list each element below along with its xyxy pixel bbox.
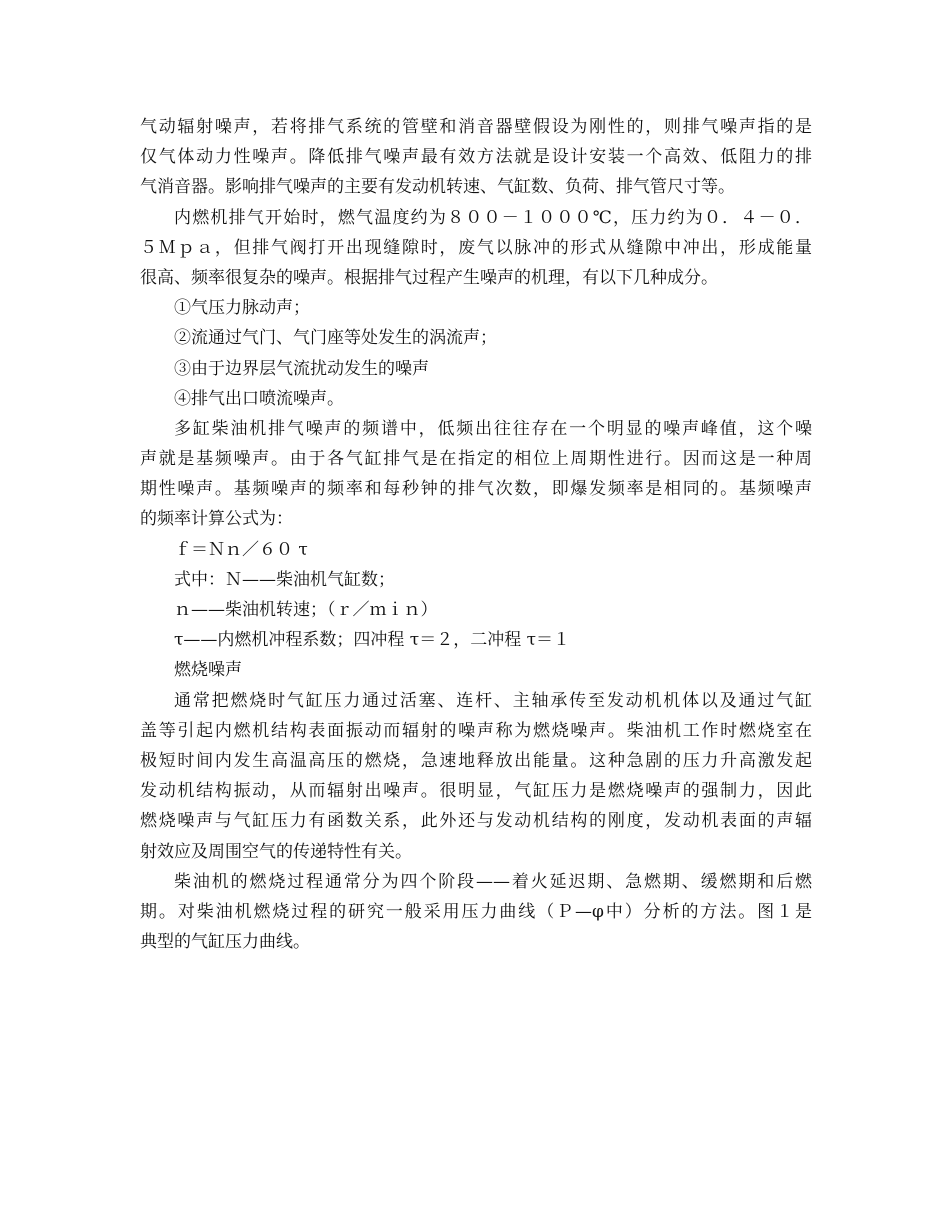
text-line: 燃烧噪声 [174, 660, 242, 681]
body-text [140, 112, 812, 957]
text-line: 发动机结构振动，从而辐射出噪声。很明显，气缸压力是燃烧噪声的强制力，因此 [140, 781, 812, 802]
text-line: ５Ｍｐａ，但排气阀打开出现缝隙时，废气以脉冲的形式从缝隙中冲出，形成能量 [140, 237, 812, 258]
text-line: 很高、频率很复杂的噪声。根据排气过程产生噪声的机理，有以下几种成分。 [140, 267, 718, 288]
text-line: ④排气出口喷流噪声。 [174, 388, 344, 409]
text-line: 多缸柴油机排气噪声的频谱中，低频出往往存在一个明显的噪声峰值，这个噪 [174, 418, 812, 439]
text-line: ①气压力脉动声； [174, 298, 310, 319]
text-line: 气消音器。影响排气噪声的主要有发动机转速、气缸数、负荷、排气管尺寸等。 [140, 177, 735, 198]
text-line: 内燃机排气开始时，燃气温度约为８００－１０００℃，压力约为０．４－０． [174, 207, 812, 228]
text-line: 期。对柴油机燃烧过程的研究一般采用压力曲线（Ｐ—φ中）分析的方法。图１是 [140, 901, 812, 922]
text-line: 极短时间内发生高温高压的燃烧，急速地释放出能量。这种急剧的压力升高激发起 [140, 750, 812, 771]
text-line: 通常把燃烧时气缸压力通过活塞、连杆、主轴承传至发动机机体以及通过气缸 [174, 690, 812, 711]
text-line: 式中：Ｎ——柴油机气缸数； [174, 569, 395, 590]
text-line: 燃烧噪声与气缸压力有函数关系，此外还与发动机结构的刚度，发动机表面的声辐 [140, 811, 812, 832]
text-line: 典型的气缸压力曲线。 [140, 932, 310, 953]
text-line: 仅气体动力性噪声。降低排气噪声最有效方法就是设计安装一个高效、低阻力的排 [140, 147, 812, 168]
text-line: 柴油机的燃烧过程通常分为四个阶段——着火延迟期、急燃期、缓燃期和后燃 [174, 871, 812, 892]
text-line: τ——内燃机冲程系数；四冲程 τ＝２，二冲程 τ＝１ [174, 630, 571, 651]
text-line: 的频率计算公式为： [140, 509, 293, 530]
text-line: ｎ——柴油机转速；（ｒ／ｍｉｎ） [174, 600, 438, 620]
text-line: 期性噪声。基频噪声的频率和每秒钟的排气次数，即爆发频率是相同的。基频噪声 [140, 479, 812, 500]
text-line: ②流通过气门、气门座等处发生的涡流声； [174, 328, 497, 349]
text-line: ③由于边界层气流扰动发生的噪声 [174, 358, 429, 379]
text-line: 声就是基频噪声。由于各气缸排气是在指定的相位上周期性进行。因而这是一种周 [140, 449, 812, 470]
text-line: 射效应及周围空气的传递特性有关。 [140, 841, 412, 862]
text-line: ｆ＝Ｎｎ／６０ τ [174, 539, 308, 560]
text-line: 气动辐射噪声，若将排气系统的管壁和消音器壁假设为刚性的，则排气噪声指的是 [140, 117, 812, 137]
text-line: 盖等引起内燃机结构表面振动而辐射的噪声称为燃烧噪声。柴油机工作时燃烧室在 [140, 720, 812, 741]
